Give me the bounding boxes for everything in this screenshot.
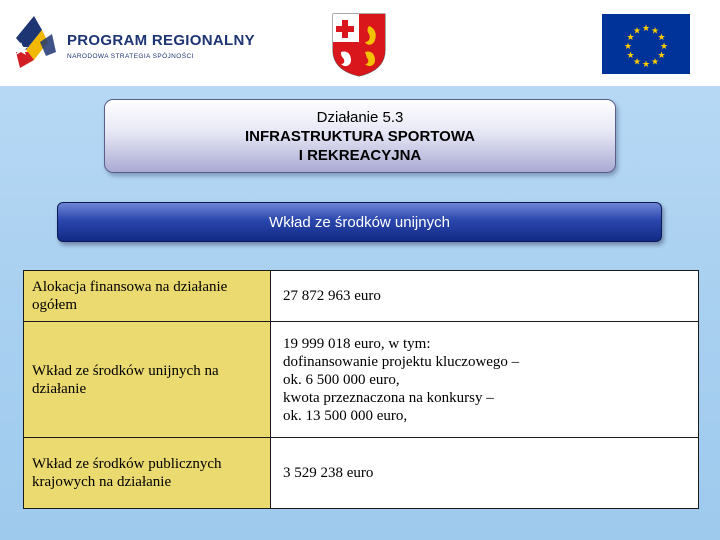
- program-title: PROGRAM REGIONALNY: [67, 32, 255, 49]
- measure-title-box: [104, 99, 616, 173]
- measure-number: Działanie 5.3: [316, 108, 404, 126]
- value-line: 19 999 018 euro, w tym:: [283, 335, 431, 352]
- measure-title-line-1: INFRASTRUKTURA SPORTOWA: [245, 127, 475, 145]
- svg-text:★: ★: [650, 57, 660, 68]
- table-row: [24, 322, 699, 438]
- svg-text:★: ★: [632, 26, 642, 37]
- table-row: [24, 271, 699, 322]
- section-band-label: Wkład ze środków unijnych: [269, 213, 450, 231]
- svg-text:★: ★: [626, 33, 635, 43]
- row-value: [271, 322, 699, 438]
- svg-text:★: ★: [641, 60, 651, 70]
- svg-text:★: ★: [623, 42, 633, 52]
- funding-table: [23, 270, 699, 509]
- value-line: 3 529 238 euro: [283, 465, 374, 481]
- svg-text:★: ★: [650, 26, 660, 37]
- value-line: ok. 6 500 000 euro,: [283, 371, 400, 388]
- value-line: ok. 13 500 000 euro,: [283, 407, 408, 424]
- section-band: [57, 202, 662, 242]
- table-row: [24, 438, 699, 509]
- program-subtitle: NARODOWA STRATEGIA SPÓJNOŚCI: [67, 53, 194, 60]
- svg-text:★: ★: [641, 24, 651, 34]
- coat-of-arms-icon: [331, 12, 387, 78]
- row-value: [271, 271, 699, 322]
- svg-text:★: ★: [657, 33, 666, 43]
- measure-title-line-2: I REKREACYJNA: [298, 146, 422, 164]
- row-label: Alokacja finansowa na działanie ogółem: [24, 271, 271, 322]
- svg-text:★: ★: [626, 51, 635, 61]
- value-line: kwota przeznaczona na konkursy –: [283, 389, 494, 406]
- eu-flag-icon: [602, 14, 690, 74]
- svg-text:★: ★: [659, 42, 669, 52]
- row-label: Wkład ze środków publicznych krajowych na działanie: [24, 438, 271, 509]
- svg-text:★: ★: [657, 51, 666, 61]
- header-strip: [0, 0, 720, 86]
- value-line: 27 872 963 euro: [283, 288, 381, 304]
- row-value: [271, 438, 699, 509]
- program-regionalny-logo-icon: [12, 12, 62, 72]
- value-line: dofinansowanie projektu kluczowego –: [283, 353, 520, 370]
- svg-text:★: ★: [632, 57, 642, 68]
- program-regionalny-logo: [12, 12, 255, 72]
- row-label: Wkład ze środków unijnych na działanie: [24, 322, 271, 438]
